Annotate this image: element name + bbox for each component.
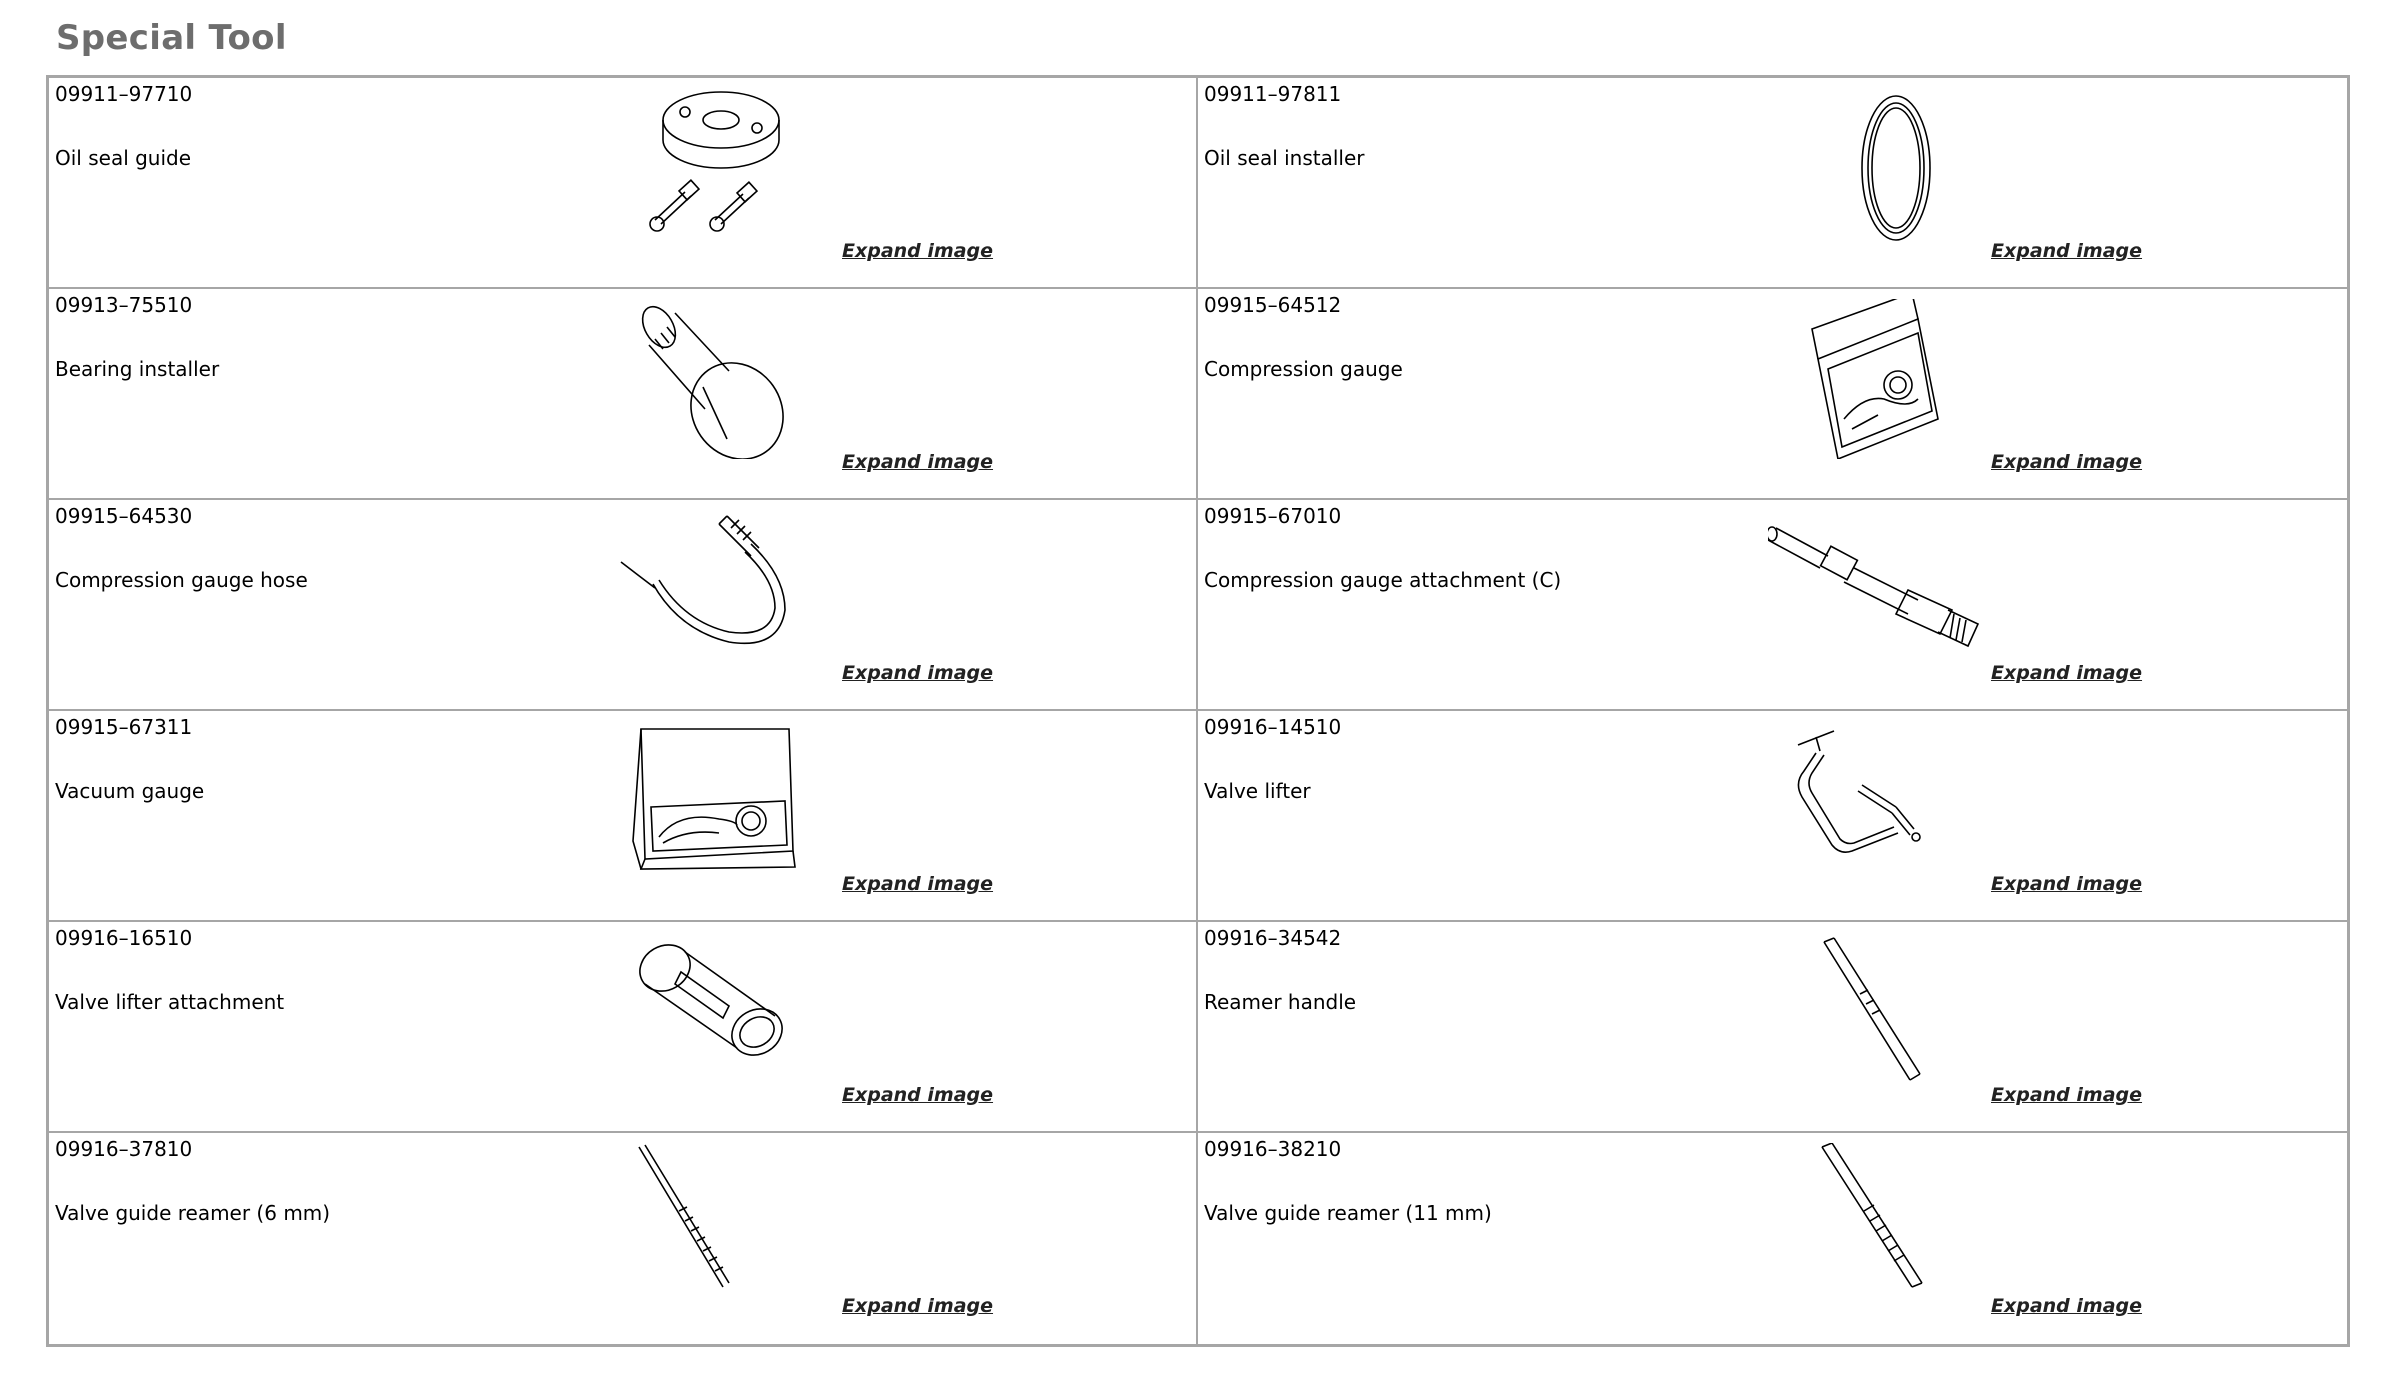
tool-part-number: 09916–38210 — [1204, 1137, 1342, 1161]
tool-name: Compression gauge attachment (C) — [1204, 568, 1562, 592]
tool-cell — [1198, 922, 2347, 1133]
tool-cell — [49, 289, 1198, 500]
tool-name: Valve lifter attachment — [55, 990, 285, 1014]
special-tool-table — [46, 75, 2350, 1347]
tool-name: Vacuum gauge — [55, 779, 205, 803]
tool-part-number: 09915–64512 — [1204, 293, 1342, 317]
compression-gauge-hose-icon — [619, 510, 879, 670]
tool-cell — [49, 1133, 1198, 1344]
valve-guide-reamer-11mm-icon — [1768, 1143, 2028, 1303]
oil-seal-installer-icon — [1768, 88, 2028, 248]
tool-cell — [1198, 78, 2347, 289]
expand-image-link[interactable]: Expand image — [1991, 240, 2143, 262]
tool-part-number: 09911–97710 — [55, 82, 193, 106]
tool-part-number: 09915–67311 — [55, 715, 193, 739]
tool-name: Oil seal guide — [55, 146, 192, 170]
expand-image-link[interactable]: Expand image — [842, 662, 994, 684]
expand-image-link[interactable]: Expand image — [842, 873, 994, 895]
oil-seal-guide-icon — [619, 88, 879, 248]
tool-cell — [1198, 500, 2347, 711]
expand-image-link[interactable]: Expand image — [842, 451, 994, 473]
valve-guide-reamer-6mm-icon — [619, 1143, 879, 1303]
tool-name: Bearing installer — [55, 357, 220, 381]
tool-part-number: 09916–34542 — [1204, 926, 1342, 950]
tool-name: Oil seal installer — [1204, 146, 1365, 170]
expand-image-link[interactable]: Expand image — [842, 1295, 994, 1317]
expand-image-link[interactable]: Expand image — [842, 240, 994, 262]
tool-name: Compression gauge hose — [55, 568, 308, 592]
tool-part-number: 09913–75510 — [55, 293, 193, 317]
tool-part-number: 09911–97811 — [1204, 82, 1342, 106]
expand-image-link[interactable]: Expand image — [1991, 1084, 2143, 1106]
compression-gauge-icon — [1768, 299, 2028, 459]
expand-image-link[interactable]: Expand image — [1991, 451, 2143, 473]
tool-part-number: 09916–37810 — [55, 1137, 193, 1161]
tool-cell — [49, 500, 1198, 711]
tool-part-number: 09916–14510 — [1204, 715, 1342, 739]
expand-image-link[interactable]: Expand image — [1991, 1295, 2143, 1317]
tool-name: Reamer handle — [1204, 990, 1357, 1014]
tool-name: Valve guide reamer (11 mm) — [1204, 1201, 1492, 1225]
expand-image-link[interactable]: Expand image — [842, 1084, 994, 1106]
vacuum-gauge-icon — [619, 721, 879, 881]
tool-cell — [1198, 289, 2347, 500]
bearing-installer-icon — [619, 299, 879, 459]
tool-cell — [1198, 1133, 2347, 1344]
tool-cell — [49, 78, 1198, 289]
valve-lifter-attachment-icon — [619, 932, 879, 1092]
tool-name: Compression gauge — [1204, 357, 1403, 381]
valve-lifter-icon — [1768, 721, 2028, 881]
tool-name: Valve lifter — [1204, 779, 1311, 803]
expand-image-link[interactable]: Expand image — [1991, 873, 2143, 895]
compression-gauge-attachment-icon — [1768, 510, 2028, 670]
page-title: Special Tool — [56, 18, 287, 58]
reamer-handle-icon — [1768, 932, 2028, 1092]
tool-part-number: 09915–67010 — [1204, 504, 1342, 528]
tool-cell — [49, 922, 1198, 1133]
expand-image-link[interactable]: Expand image — [1991, 662, 2143, 684]
tool-part-number: 09915–64530 — [55, 504, 193, 528]
tool-cell — [1198, 711, 2347, 922]
tool-part-number: 09916–16510 — [55, 926, 193, 950]
tool-name: Valve guide reamer (6 mm) — [55, 1201, 331, 1225]
tool-cell — [49, 711, 1198, 922]
